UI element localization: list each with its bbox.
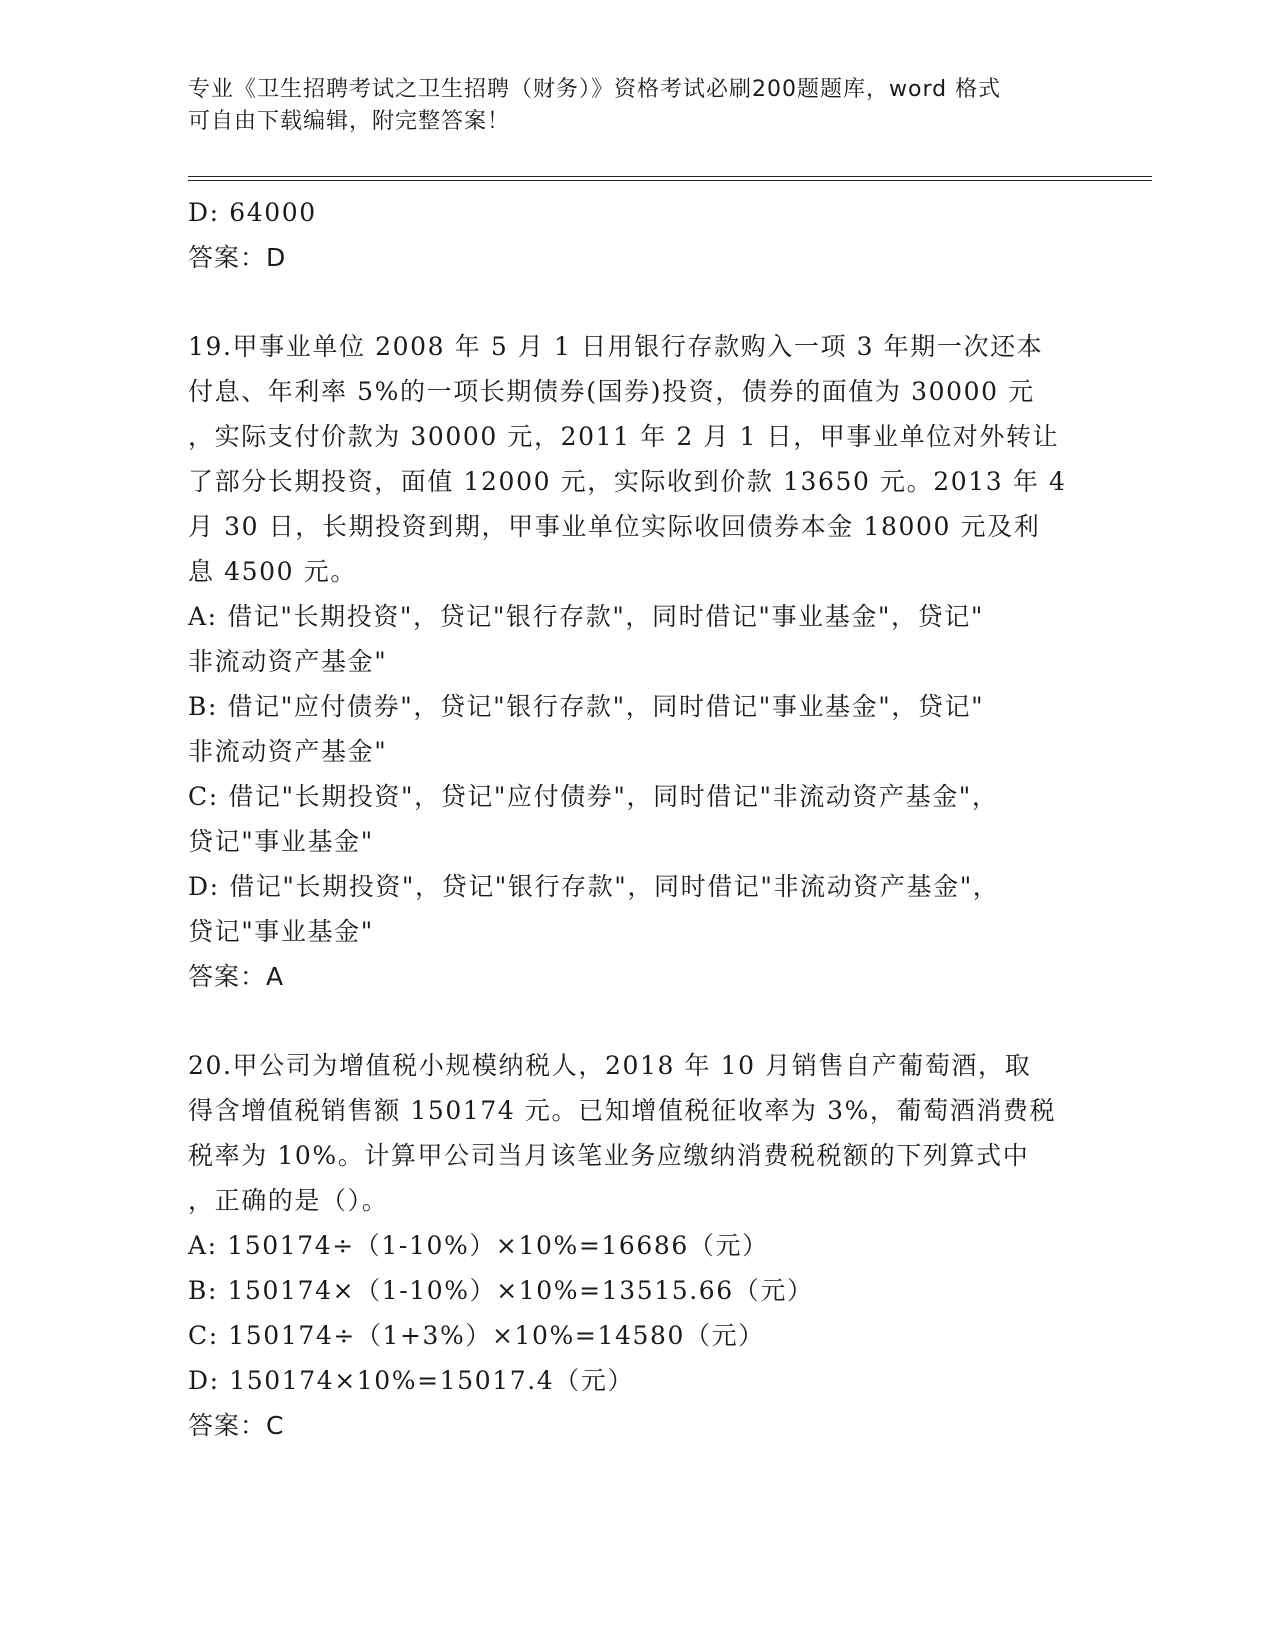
page-header <box>188 74 1068 138</box>
question-stem-line: 19.甲事业单位 2008 年 5 月 1 日用银行存款购入一项 3 年期一次还本 <box>188 332 1044 361</box>
question-content <box>188 190 1078 1448</box>
question-stem-line: 得含增值税销售额 150174 元。已知增值税征收率为 3%，葡萄酒消费税 <box>188 1096 1057 1125</box>
answer-line: 答案：D <box>188 243 287 272</box>
option-d: D: 借记"长期投资"，贷记"银行存款"，同时借记"非流动资产基金"， <box>188 872 1000 901</box>
option-c: C: 150174÷（1+3%）×10%=14580（元） <box>188 1321 765 1350</box>
previous-question-tail <box>188 190 1078 280</box>
header-divider <box>188 176 1152 181</box>
question-stem-line: 20.甲公司为增值税小规模纳税人，2018 年 10 月销售自产葡萄酒，取 <box>188 1051 1032 1080</box>
question-stem-line: 月 30 日，长期投资到期，甲事业单位实际收回债券本金 18000 元及利 <box>188 512 1041 541</box>
question-stem-line: 付息、年利率 5%的一项长期债券(国券)投资，债券的面值为 30000 元 <box>188 377 1035 406</box>
header-title-line-1: 专业《卫生招聘考试之卫生招聘（财务）》资格考试必刷200题题库，word 格式 <box>188 77 1002 102</box>
option-a-continued: 非流动资产基金" <box>188 647 388 676</box>
option-a: A: 借记"长期投资"，贷记"银行存款"，同时借记"事业基金"，贷记" <box>188 602 984 631</box>
question-stem-line: 息 4500 元。 <box>188 557 357 586</box>
option-c-continued: 贷记"事业基金" <box>188 827 374 856</box>
option-a: A: 150174÷（1-10%）×10%=16686（元） <box>188 1231 769 1260</box>
option-b: B: 150174×（1-10%）×10%=13515.66（元） <box>188 1276 814 1305</box>
option-d: D: 64000 <box>188 198 317 227</box>
question-19 <box>188 324 1078 999</box>
question-stem-line: ，正确的是（）。 <box>188 1186 389 1215</box>
question-stem-line: ，实际支付价款为 30000 元，2011 年 2 月 1 日，甲事业单位对外转让 <box>188 422 1060 451</box>
header-title-line-2: 可自由下载编辑，附完整答案！ <box>188 109 511 134</box>
option-b: B: 借记"应付债券"，贷记"银行存款"，同时借记"事业基金"，贷记" <box>188 692 985 721</box>
spacer <box>188 999 1078 1043</box>
option-d-continued: 贷记"事业基金" <box>188 917 374 946</box>
answer-line: 答案：A <box>188 962 285 991</box>
question-20 <box>188 1043 1078 1448</box>
option-b-continued: 非流动资产基金" <box>188 737 388 766</box>
option-d: D: 150174×10%=15017.4（元） <box>188 1366 635 1395</box>
question-stem-line: 了部分长期投资，面值 12000 元，实际收到价款 13650 元。2013 年 4 <box>188 467 1067 496</box>
spacer <box>188 280 1078 324</box>
option-c: C: 借记"长期投资"，贷记"应付债券"，同时借记"非流动资产基金"， <box>188 782 999 811</box>
answer-line: 答案：C <box>188 1411 285 1440</box>
question-stem-line: 税率为 10%。计算甲公司当月该笔业务应缴纳消费税税额的下列算式中 <box>188 1141 1030 1170</box>
